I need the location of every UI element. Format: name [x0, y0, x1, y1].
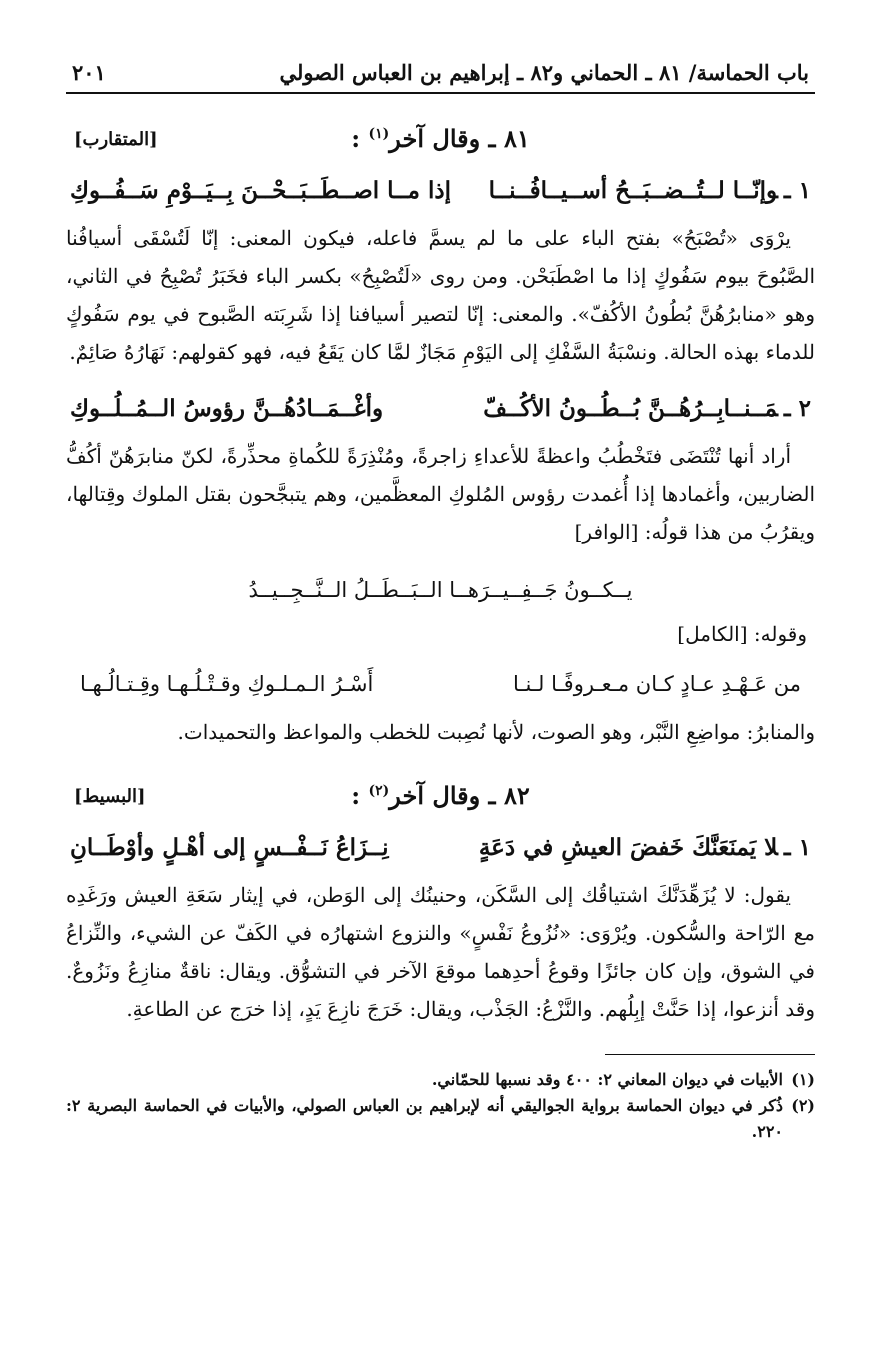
cited-verse-kamil-first: من عَـهْـدِ عـادٍ كـان مـعـروفًـا لـنـا	[513, 672, 801, 696]
footnote-ref-1[interactable]: (١)	[368, 126, 390, 142]
cited-verse-kamil	[66, 665, 815, 703]
verse-number: ١ ـ	[783, 834, 811, 861]
section-81-title-text: ٨١ ـ وقال آخر	[389, 124, 530, 153]
verse-81-2-first-hemistich	[483, 391, 811, 427]
verse-81-2-second-hemistich: وأغْــمَــادُهُــنَّ رؤوسُ الــمُــلُــوكِ	[70, 395, 384, 422]
verse-81-2	[66, 391, 815, 427]
verse-82-1-second-hemistich: نِــزَاعُ نَــفْــسٍ إلى أهْـلٍ وأوْطَــانِ	[70, 834, 389, 861]
commentary-82-1: يقول: لا يُزَهِّدَنَّكَ اشتياقُك إلى السَّكَن، وحنينُك إلى الوَطن، في إيثار سَعَةِ العيش ورَغَدِه مع الرّاحة والسُّكون. ويُرْوَى: «نُزُوعُ نَفْسٍ» والنزوع اشتهارُه في الكَفّ عن الشيء، والنِّزاعُ في الشوق، وإن كان جائزًا وقوعُ أحدِهما موقعَ الآخر في التشوُّق. ويقال: ناقةٌ منازِعُ ونَزُوعٌ. وقد أنزعوا، إذا حَنَّتْ إبِلُهم. والنَّزْعُ: الجَذْب، ويقال: خَرَجَ نازِعَ يَدٍ، إذا خرَج عن الطاعةِ.	[66, 883, 815, 1021]
running-header	[66, 58, 815, 94]
cited-intro-kamil: وقوله: [الكامل]	[677, 622, 807, 646]
footnote-1	[66, 1067, 815, 1093]
page-number: ٢٠١	[72, 60, 106, 85]
commentary-81-1: يرْوَى «تُصْبَحُ» بفتح الباء على ما لم يسمَّ فاعله، فيكون المعنى: إنّا لَتُسْقَى أسيافُنا الصَّبُوحَ بيوم سَفُوكٍ إذا ما اصْطَبَحْن. ومن روى «لَتُصْبِحُ» بكسر الباء فخَبَرُ تُصْبِحُ في الثاني، وهو «منابرُهُنَّ بُطُونُ الأكُفّ». والمعنى: إنّا لتصير أسيافنا إذا شَرِبَته الصَّبوح في يوم سَفُوكٍ للدماء بهذه الحالة. ونسْبَةُ السَّفْكِ إلى اليَوْمِ مَجَازٌ لمَّا كان يَقَعُ فيه، فهو كقولهم: نَهَارُهُ صَائِمٌ.	[66, 226, 816, 364]
hemistich-text: لا يَمنَعَنَّكَ خَفضَ العيشِ في دَعَةٍ	[478, 834, 778, 861]
commentary-81-2: أراد أنها تُنْتَضَى فتَخْطُبُ واعظةً للأعداءِ زاجرةً، ومُنْذِرَةً للكُماةِ محذِّرةً، لكنّ منابرَهُنّ أكُفُّ الضاربين، وأغمادها إذا أُغمدت رؤوس المُلوكِ المعظَّمين، وهم يتبجَّحون بقتل الملوك وقِتالها، ويقرُبُ من هذا قولُه: [الوافر]	[66, 444, 815, 544]
meter-label-mutaqarib: [المتقارب]	[74, 129, 158, 150]
verse-number: ١ ـ	[783, 177, 811, 204]
footnote-number: (٢)	[791, 1096, 815, 1115]
verse-82-1	[66, 830, 815, 866]
chapter-heading: باب الحماسة/ ٨١ ـ الحماني و٨٢ ـ إبراهيم بن العباس الصولي	[279, 60, 809, 85]
section-82-title-text: ٨٢ ـ وقال آخر	[389, 781, 530, 810]
footnote-text: الأبيات في ديوان المعاني ٢: ٤٠٠ وقد نسبها للحمّاني.	[431, 1070, 783, 1089]
cited-verse-kamil-second: أَسْـرُ الـمـلـوكِ وقـتْـلُـهـا وقِـتـالُـهـا	[80, 672, 374, 696]
section-82-colon: :	[351, 781, 361, 810]
meter-label-basit: [البسيط]	[74, 786, 146, 807]
section-82-title	[66, 773, 815, 814]
footnote-ref-2[interactable]: (٢)	[368, 783, 390, 799]
footnote-text: ذُكر في ديوان الحماسة برواية الجواليقي أنه لإبراهيم بن العباس الصولي، والأبيات في الحماسة البصرية ٢: ٢٢٠.	[66, 1096, 783, 1141]
verse-82-1-first-hemistich	[479, 830, 811, 866]
footnote-number: (١)	[791, 1070, 815, 1089]
hemistich-text: وإنّــا لــتُــضــبَــحُ أســيــافُــنــا	[488, 177, 778, 204]
section-81-title	[66, 116, 815, 157]
verse-81-1-second-hemistich: إذا مــا اصــطَــبَــحْــنَ بِــيَــوْمِ سَــفُــوكِ	[70, 177, 451, 204]
commentary-81-3: والمنابرُ: مواضِعِ النَّبْر، وهو الصوت، لأنها نُصِبت للخطب والمواعظ والتحميدات.	[177, 720, 815, 744]
verse-number: ٢ ـ	[783, 395, 811, 422]
footnote-divider	[605, 1054, 815, 1055]
footnotes	[66, 1067, 815, 1145]
hemistich-text: مَــنــابِــرُهُــنَّ بُــطُــونُ الأكُــفّ	[483, 395, 778, 422]
section-81-colon: :	[351, 124, 361, 153]
verse-81-1	[66, 173, 815, 209]
cited-verse-wafir: يــكــونُ جَــفِــيــرَهــا الــبَــطَــلُ الــنَّــجِــيــدُ	[248, 578, 633, 602]
footnote-2	[66, 1093, 815, 1145]
verse-81-1-first-hemistich	[489, 173, 811, 209]
